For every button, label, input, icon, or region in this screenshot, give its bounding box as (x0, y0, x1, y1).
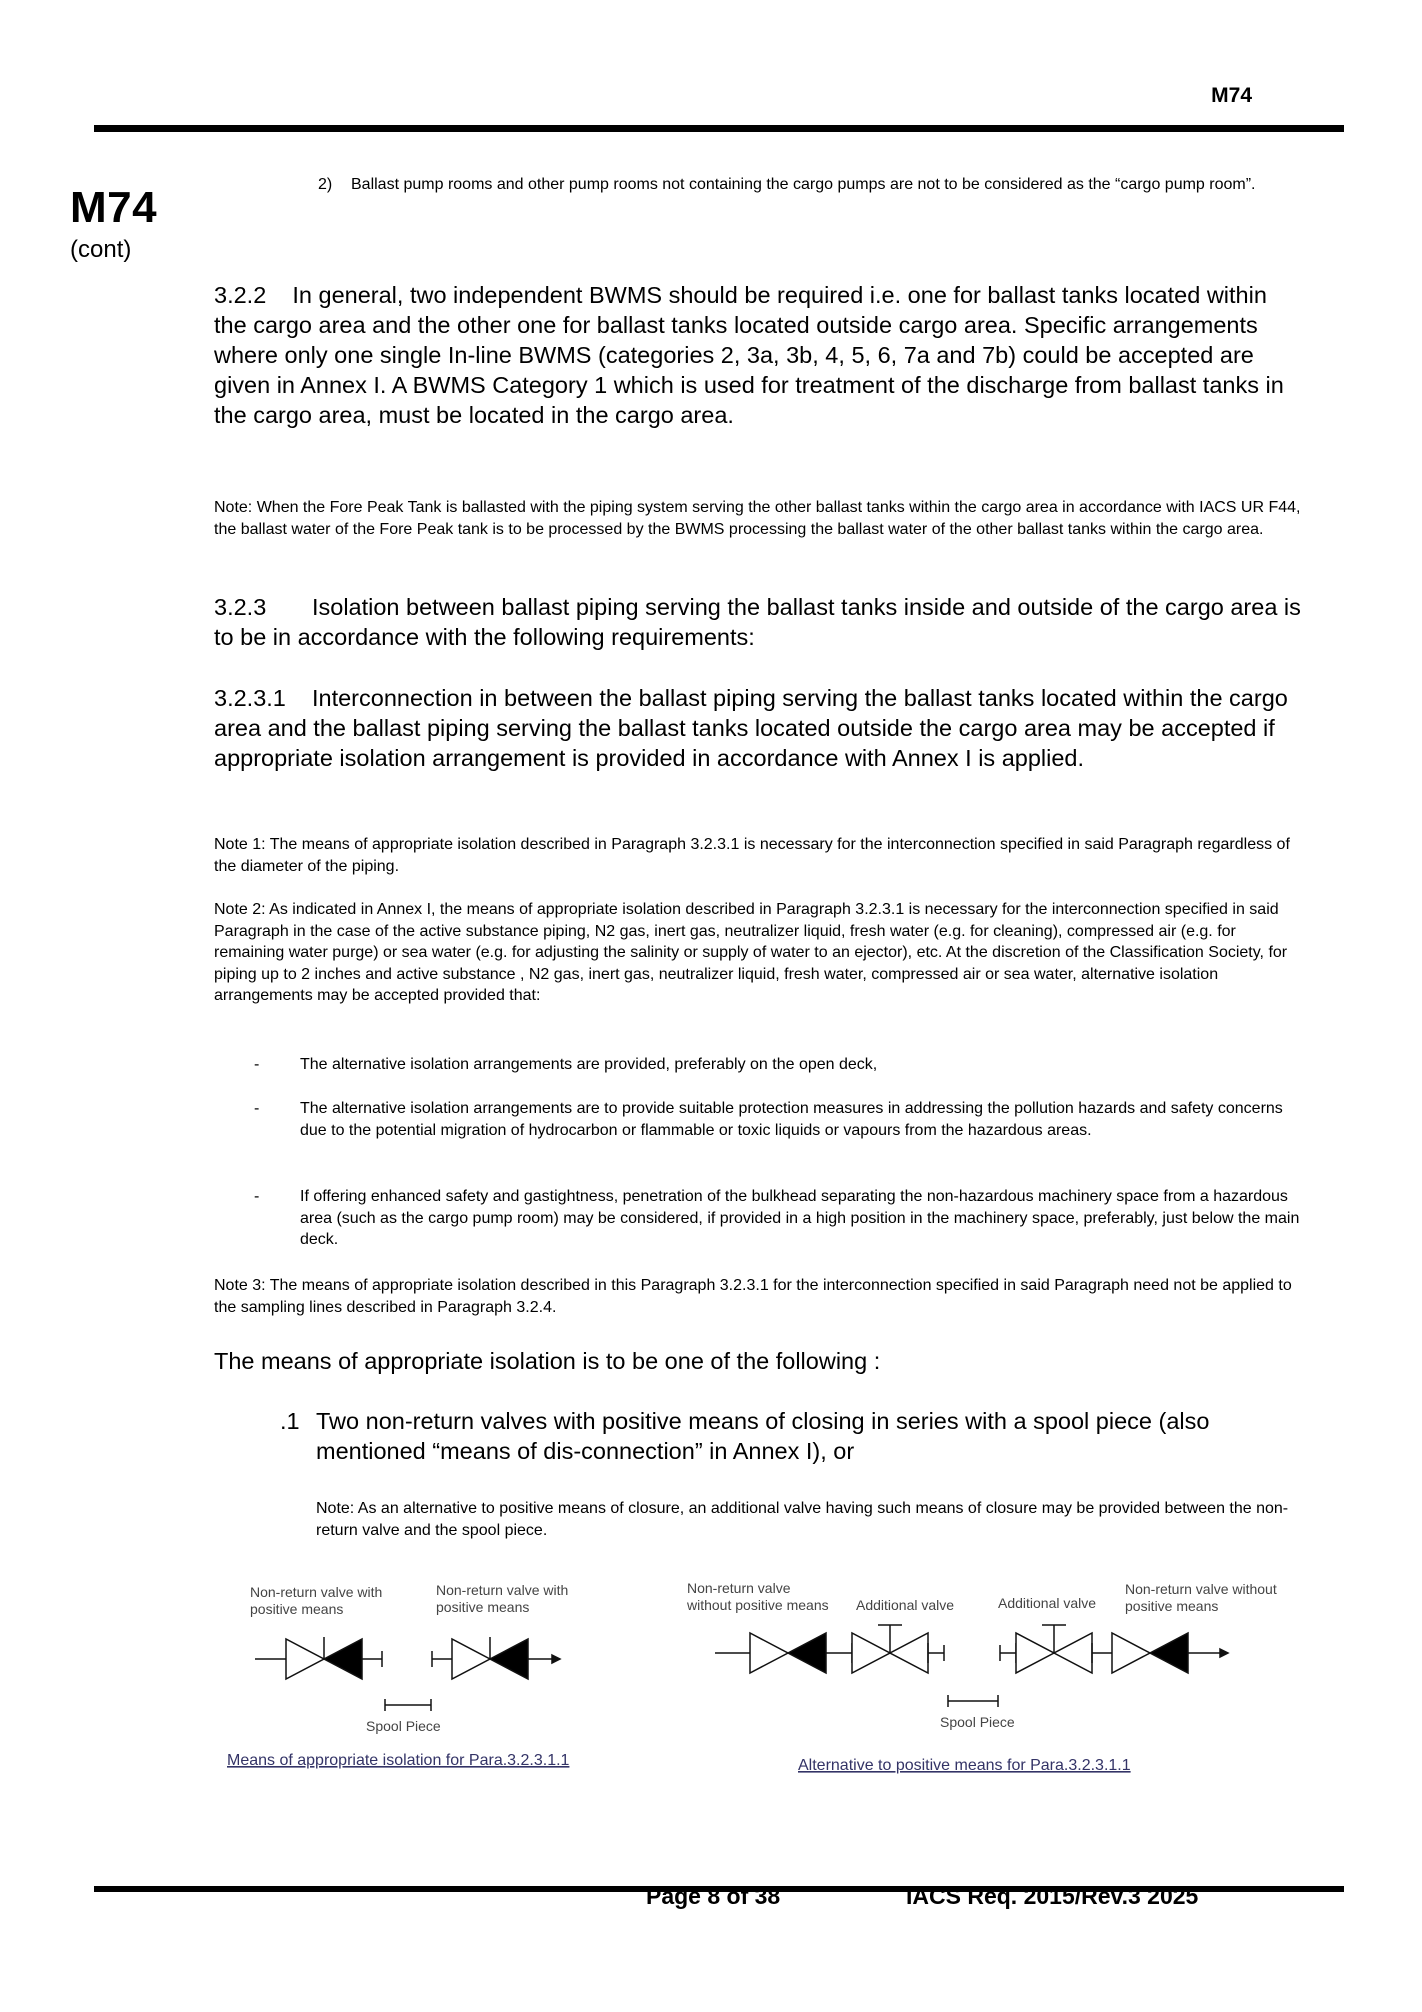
header-rule (94, 125, 1344, 132)
bullet-dash: - (254, 1188, 260, 1205)
diagram-caption: Means of appropriate isolation for Para.3.2.3.1.1 (227, 1752, 570, 1769)
note-fore-peak: Note: When the Fore Peak Tank is ballasted with the piping system serving the other ballast tanks within the cargo area in accordance with IACS UR F44, the ballast water of the Fore Peak tank is to be processed by the BWMS processing the ballast water of the other ballast tanks within the cargo area. (214, 499, 1301, 538)
bullet-dash: - (254, 1100, 260, 1117)
document-reference: IACS Req. 2015/Rev.3 2025 (906, 1883, 1199, 1909)
non-return-valve-icon (1112, 1633, 1228, 1673)
paragraph-3-2-3-1: 3.2.3.1 Interconnection in between the ballast piping serving the ballast tanks located within the cargo area and the ballast piping serving the ballast tanks located outside the cargo area may be accepted if appropriate isolation arrangement is provided in accordance with Annex I is applied. (214, 685, 1295, 771)
diagram-caption: Alternative to positive means for Para.3.2.3.1.1 (798, 1757, 1131, 1774)
item-1-number: .1 (280, 1408, 300, 1434)
paragraph-3-2-2: 3.2.2 In general, two independent BWMS should be required i.e. one for ballast tanks located within the cargo area and the other one for ballast tanks located outside cargo area. Specific arrangements where only one single In-line BWMS (categories 2, 3a, 3b, 4, 5, 6, 7a and 7b) could be accepted are given in Annex I. A BWMS Category 1 which is used for treatment of the discharge from ballast tanks in the cargo area, must be located in the cargo area. (214, 282, 1291, 428)
bullet-text: The alternative isolation arrangements are to provide suitable protection measures in addressing the pollution hazards and safety concerns due to the potential migration of hydrocarbon or flammable or toxic liquids or vapours from the hazardous areas. (300, 1100, 1283, 1139)
diagram-label: Additional valve (856, 1597, 955, 1613)
note-1: Note 1: The means of appropriate isolation described in Paragraph 3.2.3.1 is necessary for the interconnection specified in said Paragraph regardless of the diameter of the piping. (214, 836, 1290, 875)
side-code: M74 (70, 183, 158, 232)
spool-label: Spool Piece (940, 1714, 1015, 1730)
paragraph-3-2-3: 3.2.3 Isolation between ballast piping serving the ballast tanks inside and outside of the cargo area is to be in accordance with the following requirements: (214, 594, 1308, 650)
spool-piece-icon (385, 1699, 431, 1711)
bullet-dash: - (254, 1056, 260, 1073)
diagram-label: Non-return valve without (1125, 1581, 1277, 1597)
spool-piece-icon (948, 1695, 998, 1707)
header-code: M74 (1211, 84, 1252, 107)
item-1-note: Note: As an alternative to positive means of closure, an additional valve having such means of closure may be provided between the non-return valve and the spool piece. (316, 1500, 1289, 1539)
side-cont: (cont) (70, 236, 132, 263)
item-1-text: Two non-return valves with positive means of closing in series with a spool piece (also mentioned “means of dis-connection” in Annex I), or (316, 1408, 1210, 1464)
bullet-text: If offering enhanced safety and gastightness, penetration of the bulkhead separating the non-hazardous machinery space from a hazardous area (such as the cargo pump room) may be considered, if provided in a high position in the machinery space, preferably, just below the main deck. (300, 1188, 1300, 1248)
note-3: Note 3: The means of appropriate isolation described in this Paragraph 3.2.3.1 for the interconnection specified in said Paragraph need not be applied to the sampling lines described in Paragraph 3.2.4. (214, 1277, 1292, 1316)
item-number: 2) (318, 176, 333, 193)
diagram-label: Non-return valve with (436, 1582, 569, 1598)
diagram-label: Non-return valve with (250, 1584, 383, 1600)
diagram-label: positive means (436, 1599, 530, 1615)
isolation-diagram (200, 1575, 640, 1775)
additional-valve-icon (1000, 1625, 1112, 1673)
non-return-valve-icon (432, 1637, 560, 1679)
diagram-label: without positive means (687, 1597, 829, 1613)
diagram-label: positive means (250, 1601, 344, 1617)
note-2: Note 2: As indicated in Annex I, the means of appropriate isolation described in Paragraph 3.2.3.1 is necessary for the interconnection specified in said Paragraph in the case of the active substance piping, N2 gas, inert gas, neutralizer liquid, fresh water (e.g. for cleaning), compressed air (e.g. for remaining water purge) or sea water (e.g. for adjusting the salinity or supply of water to an ejector), etc. At the discretion of the Classification Society, for piping up to 2 inches and active substance , N2 gas, inert gas, neutralizer liquid, fresh water, compressed air or sea water, alternative isolation arrangements may be accepted provided that: (214, 901, 1288, 1004)
non-return-valve-icon (715, 1633, 852, 1673)
pump-room-note: Ballast pump rooms and other pump rooms not containing the cargo pumps are not to be considered as the “cargo pump room”. (351, 176, 1256, 193)
non-return-valve-icon (255, 1637, 382, 1679)
spool-label: Spool Piece (366, 1718, 441, 1734)
page-number: Page 8 of 38 (646, 1883, 781, 1909)
diagram-label: Non-return valve (687, 1580, 791, 1596)
bullet-text: The alternative isolation arrangements are provided, preferably on the open deck, (300, 1056, 878, 1073)
diagram-label: positive means (1125, 1598, 1219, 1614)
means-intro: The means of appropriate isolation is to be one of the following : (214, 1348, 881, 1374)
additional-valve-icon (852, 1625, 944, 1673)
alternative-diagram (680, 1575, 1320, 1775)
diagram-label: Additional valve (998, 1595, 1097, 1611)
